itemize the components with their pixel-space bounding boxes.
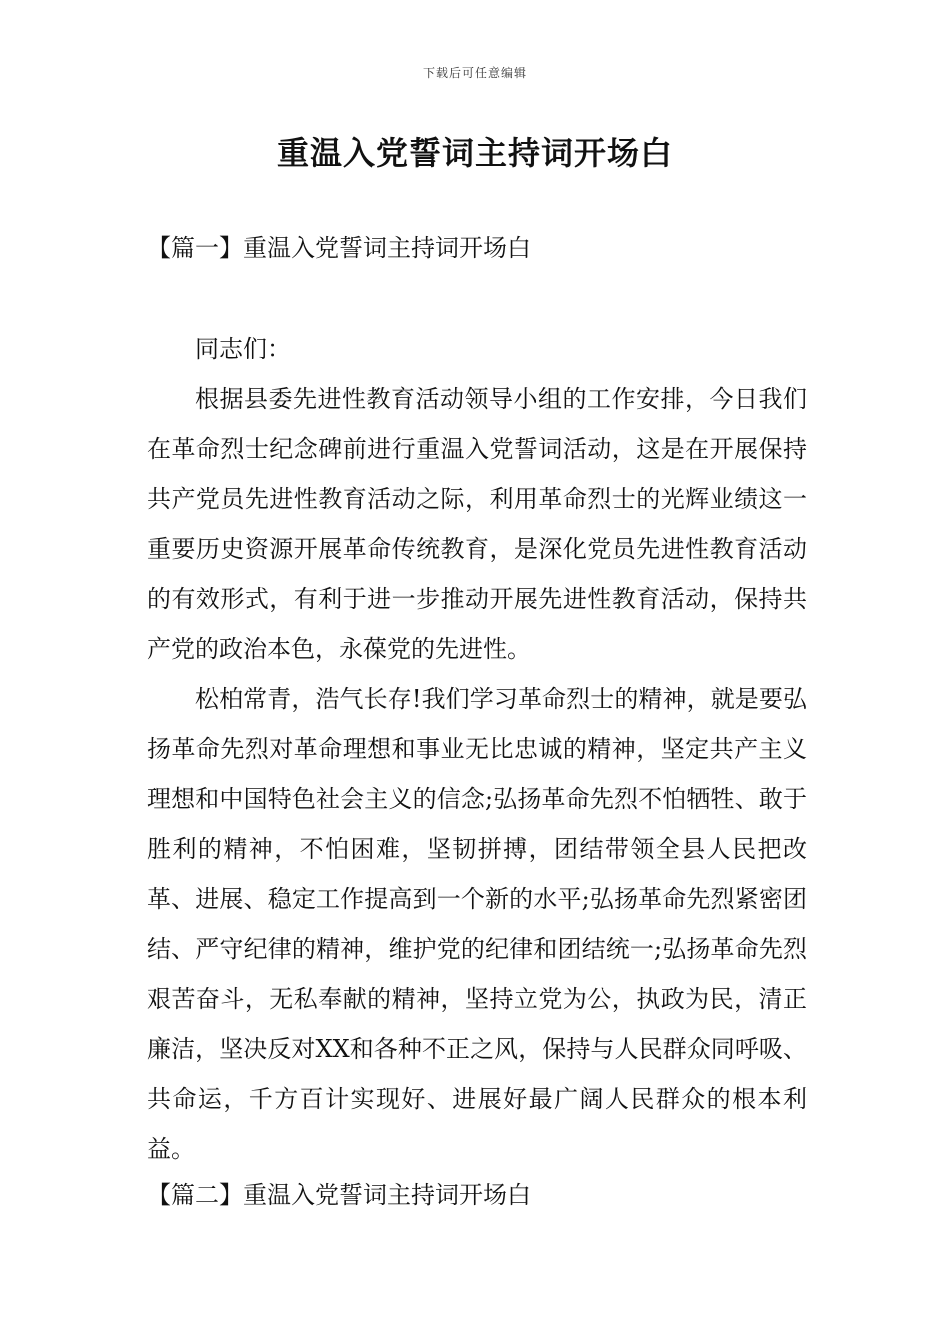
paragraph-2: 松柏常青，浩气长存!我们学习革命烈士的精神，就是要弘扬革命先烈对革命理想和事业无比忠诚的精神，坚定共产主义理想和中国特色社会主义的信念;弘扬革命先烈不怕牺牲、敢于胜利的精神，不怕困难，坚韧拼搏，团结带领全县人民把改革、进展、稳定工作提高到一个新的水平;弘扬革命先烈紧密团结、严守纪律的精神，维护党的纪律和团结统一;弘扬革命先烈艰苦奋斗，无私奉献的精神，坚持立党为公，执政为民，清正廉洁，坚决反对XX和各种不正之风，保持与人民群众同呼吸、共命运，千方百计实现好、进展好最广阔人民群众的根本利益。 xyxy=(147,685,807,1163)
document-title: 重温入党誓词主持词开场白 xyxy=(276,134,673,172)
body-text xyxy=(147,374,807,1174)
section-heading-1: 【篇一】重温入党誓词主持词开场白 xyxy=(147,234,531,262)
paragraph-1: 根据县委先进性教育活动领导小组的工作安排，今日我们在革命烈士纪念碑前进行重温入党誓词活动，这是在开展保持共产党员先进性教育活动之际，利用革命烈士的光辉业绩这一重要历史资源开展革命传统教育，是深化党员先进性教育活动的有效形式，有利于进一步推动开展先进性教育活动，保持共产党的政治本色，永葆党的先进性。 xyxy=(147,385,807,663)
section-heading-2: 【篇二】重温入党誓词主持词开场白 xyxy=(147,1181,531,1209)
greeting: 同志们： xyxy=(195,335,291,363)
header-note: 下载后可任意编辑 xyxy=(422,66,527,80)
